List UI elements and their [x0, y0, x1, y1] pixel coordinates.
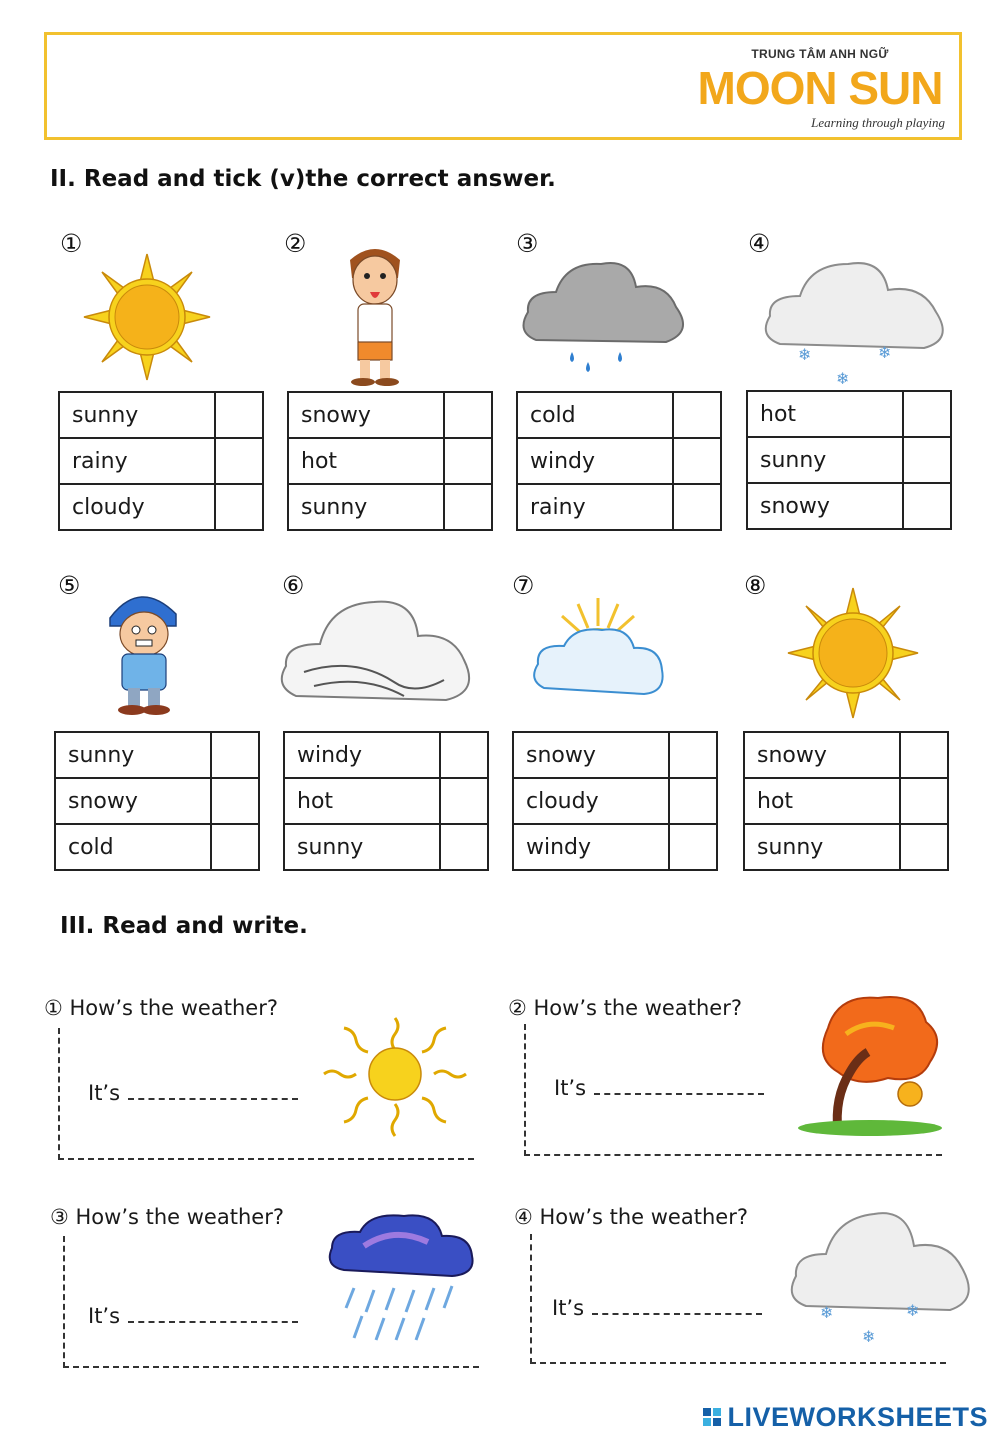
answer-blank[interactable]: [594, 1075, 764, 1095]
option-row: [744, 778, 948, 824]
tick-box[interactable]: [669, 778, 717, 824]
rain-cloud-icon: [516, 252, 688, 382]
cold-boy-icon: [96, 578, 196, 718]
item-number: ⑦: [512, 571, 535, 600]
option-label: windy: [284, 732, 440, 778]
answer-line: [88, 1080, 298, 1105]
answer-table: [743, 731, 949, 871]
item-number: ②: [284, 229, 307, 258]
item-number: ⑥: [282, 571, 305, 600]
tick-box[interactable]: [444, 484, 492, 530]
option-label: windy: [513, 824, 669, 870]
option-label: windy: [517, 438, 673, 484]
tick-box[interactable]: [444, 438, 492, 484]
answer-prefix: It’s: [88, 1081, 121, 1105]
svg-text:❄: ❄: [820, 1303, 834, 1322]
option-label: rainy: [517, 484, 673, 530]
option-row: [284, 778, 488, 824]
tick-box[interactable]: [440, 732, 488, 778]
option-row: [59, 392, 263, 438]
answer-line: [88, 1303, 298, 1328]
answer-prefix: It’s: [554, 1076, 587, 1100]
option-label: sunny: [284, 824, 440, 870]
question-text: How’s the weather?: [75, 1205, 284, 1229]
option-row: [513, 732, 717, 778]
item-number: ④: [748, 229, 771, 258]
svg-text:❄: ❄: [798, 345, 812, 364]
question-2: [508, 996, 742, 1020]
option-label: cold: [55, 824, 211, 870]
option-label: snowy: [747, 483, 903, 529]
svg-text:❄: ❄: [878, 343, 892, 362]
option-row: [288, 484, 492, 530]
snow-cloud-icon: [758, 252, 950, 390]
option-label: cloudy: [513, 778, 669, 824]
answer-prefix: It’s: [552, 1296, 585, 1320]
answer-table: [746, 390, 952, 530]
option-row: [517, 392, 721, 438]
tick-box[interactable]: [215, 484, 263, 530]
option-row: [513, 778, 717, 824]
option-label: snowy: [744, 732, 900, 778]
answer-line: [552, 1295, 762, 1320]
option-label: sunny: [288, 484, 444, 530]
tick-box[interactable]: [440, 778, 488, 824]
header-box: [44, 32, 962, 140]
question-text: How’s the weather?: [69, 996, 278, 1020]
tick-box[interactable]: [444, 392, 492, 438]
question-1: [44, 996, 278, 1020]
option-row: [747, 483, 951, 529]
tick-box[interactable]: [903, 483, 951, 529]
tick-box[interactable]: [215, 392, 263, 438]
windy-tree-icon: [798, 988, 948, 1138]
hot-boy-icon: [330, 238, 420, 388]
option-label: cold: [517, 392, 673, 438]
option-label: sunny: [747, 437, 903, 483]
answer-table: [54, 731, 260, 871]
question-number: ②: [508, 996, 527, 1020]
answer-table: [516, 391, 722, 531]
sun-icon: [82, 252, 212, 382]
option-row: [744, 824, 948, 870]
logo-main-text: MOON SUN: [697, 62, 943, 114]
answer-table: [287, 391, 493, 531]
option-row: [59, 484, 263, 530]
option-row: [513, 824, 717, 870]
item-number: ③: [516, 229, 539, 258]
option-row: [288, 438, 492, 484]
logo-tagline: Learning through playing: [811, 115, 945, 130]
footer-text: LIVEWORKSHEETS: [727, 1402, 988, 1432]
option-label: hot: [744, 778, 900, 824]
option-row: [747, 391, 951, 437]
answer-line: [554, 1075, 764, 1100]
svg-text:❄: ❄: [862, 1327, 876, 1346]
svg-text:❄: ❄: [836, 369, 850, 388]
tick-box[interactable]: [211, 824, 259, 870]
tick-box[interactable]: [669, 824, 717, 870]
tick-box[interactable]: [903, 437, 951, 483]
option-row: [55, 824, 259, 870]
option-row: [744, 732, 948, 778]
option-row: [284, 824, 488, 870]
question-text: How’s the weather?: [533, 996, 742, 1020]
question-4: [514, 1205, 748, 1229]
item-number: ⑤: [58, 571, 81, 600]
tick-box[interactable]: [211, 732, 259, 778]
item-number: ①: [60, 229, 83, 258]
tick-box[interactable]: [673, 438, 721, 484]
tick-box[interactable]: [211, 778, 259, 824]
question-number: ③: [50, 1205, 69, 1229]
answer-table: [283, 731, 489, 871]
footer-brand: [703, 1402, 988, 1433]
option-row: [747, 437, 951, 483]
answer-table: [58, 391, 264, 531]
tick-box[interactable]: [215, 438, 263, 484]
answer-table: [512, 731, 718, 871]
sun-icon: [786, 586, 920, 720]
tick-box[interactable]: [900, 824, 948, 870]
rain-cloud-icon: [324, 1212, 476, 1344]
svg-text:❄: ❄: [906, 1301, 920, 1320]
item-number: ⑧: [744, 571, 767, 600]
question-3: [50, 1205, 284, 1229]
option-row: [55, 732, 259, 778]
wind-cloud-icon: [274, 596, 474, 716]
option-label: snowy: [513, 732, 669, 778]
option-label: snowy: [288, 392, 444, 438]
snow-cloud-icon: [784, 1206, 976, 1346]
tick-box[interactable]: [900, 732, 948, 778]
option-label: sunny: [59, 392, 215, 438]
option-row: [517, 438, 721, 484]
section3-title: III. Read and write.: [60, 913, 308, 939]
option-label: sunny: [744, 824, 900, 870]
answer-prefix: It’s: [88, 1304, 121, 1328]
sun-cloud-icon: [528, 596, 666, 700]
option-row: [288, 392, 492, 438]
tick-box[interactable]: [669, 732, 717, 778]
tick-box[interactable]: [440, 824, 488, 870]
option-label: hot: [288, 438, 444, 484]
option-label: sunny: [55, 732, 211, 778]
option-row: [517, 484, 721, 530]
option-label: hot: [747, 391, 903, 437]
question-number: ①: [44, 996, 63, 1020]
section2-title: II. Read and tick (v)the correct answer.: [50, 166, 556, 192]
tick-box[interactable]: [673, 392, 721, 438]
option-row: [284, 732, 488, 778]
logo: [695, 45, 945, 135]
answer-blank[interactable]: [592, 1295, 762, 1315]
question-text: How’s the weather?: [539, 1205, 748, 1229]
tick-box[interactable]: [673, 484, 721, 530]
sun-icon: [322, 1016, 468, 1138]
option-label: rainy: [59, 438, 215, 484]
logo-top-text: TRUNG TÂM ANH NGỮ: [751, 47, 889, 61]
option-row: [59, 438, 263, 484]
liveworksheets-icon: [703, 1406, 723, 1432]
option-label: snowy: [55, 778, 211, 824]
tick-box[interactable]: [900, 778, 948, 824]
question-number: ④: [514, 1205, 533, 1229]
option-label: hot: [284, 778, 440, 824]
option-row: [55, 778, 259, 824]
option-label: cloudy: [59, 484, 215, 530]
tick-box[interactable]: [903, 391, 951, 437]
answer-blank[interactable]: [128, 1080, 298, 1100]
answer-blank[interactable]: [128, 1303, 298, 1323]
